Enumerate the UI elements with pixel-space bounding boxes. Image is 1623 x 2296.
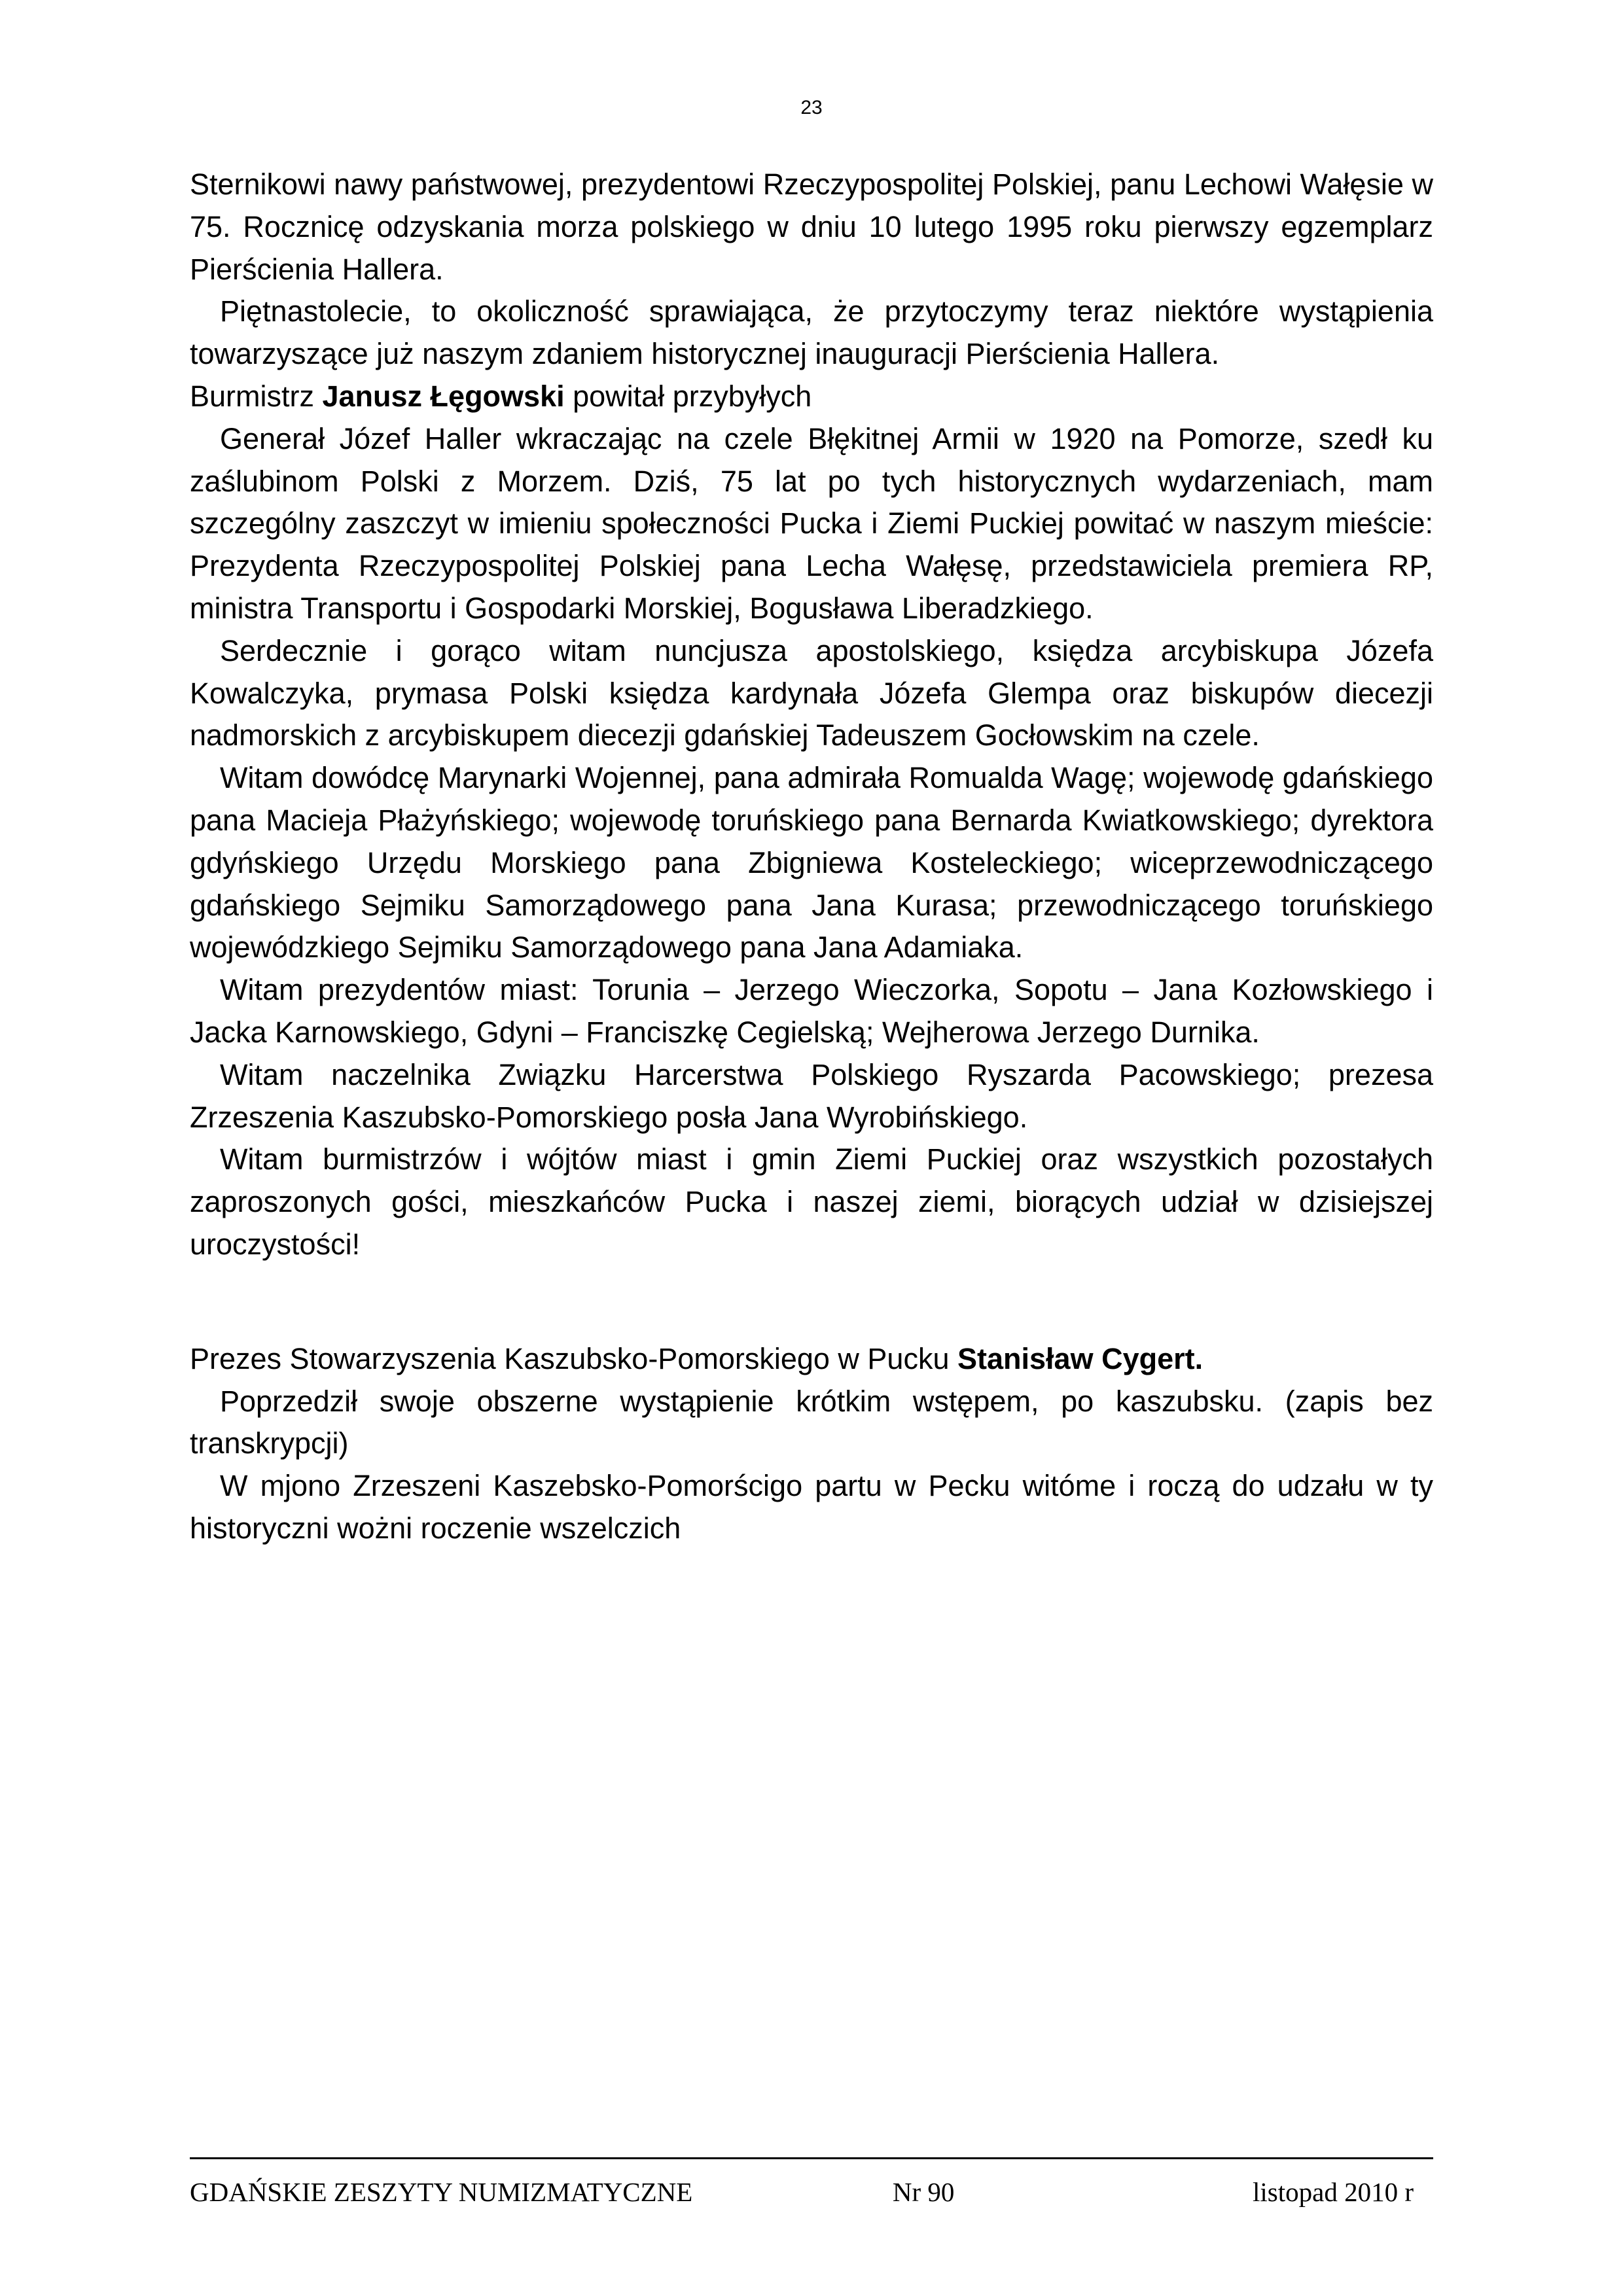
paragraph-anniversary: Piętnastolecie, to okoliczność sprawiająca, że przytoczymy teraz niektóre wystąpienia towarzyszące już naszym zdaniem historycznej inauguracji Pierścienia Hallera.: [190, 294, 1433, 371]
section-spacer: [190, 1266, 1433, 1338]
chairman-line: [190, 1338, 1433, 1381]
chairman-line-prefix: Prezes Stowarzyszenia Kaszubsko-Pomorskiego w Pucku: [190, 1341, 957, 1375]
paragraph-kashubian-text: W mjono Zrzeszeni Kaszebsko-Pomorścigo partu w Pecku witóme i roczą do udzału w ty historyczni wożni roczenie wszelczich: [190, 1469, 1433, 1545]
mayor-line-prefix: Burmistrz: [190, 379, 323, 413]
footer-date: listopad 2010 r: [1253, 2177, 1414, 2207]
paragraph-intro: Sternikowi nawy państwowej, prezydentowi Rzeczypospolitej Polskiej, panu Lechowi Wałęsie w 75. Rocznicę odzyskania morza polskiego w dniu 10 lutego 1995 roku pierwszy egzemplarz Pierścienia Hallera.: [190, 168, 1433, 286]
page-footer: [190, 2157, 1433, 2208]
page-number: 23: [800, 97, 823, 118]
paragraph-mayors-of-cities: Witam prezydentów miast: Torunia – Jerzego Wieczorka, Sopotu – Jana Kozłowskiego i Jacka Karnowskiego, Gdyni – Franciszkę Cegielską; Wejherowa Jerzego Durnika.: [190, 973, 1433, 1049]
document-body: [190, 164, 1433, 1550]
paragraph-clergy: Serdecznie i gorąco witam nuncjusza apostolskiego, księdza arcybiskupa Józefa Kowalczyka, prymasa Polski księdza kardynała Józefa Glempa oraz biskupów diecezji nadmorskich z arcybiskupem diecezji gdańskiej Tadeuszem Gocłowskim na czele.: [190, 633, 1433, 752]
footer-issue-number: Nr 90: [892, 2177, 955, 2207]
footer-publication-title: GDAŃSKIE ZESZYTY NUMIZMATYCZNE: [190, 2177, 693, 2207]
paragraph-haller: Generał Józef Haller wkraczając na czele Błękitnej Armii w 1920 na Pomorze, szedł ku zaślubinom Polski z Morzem. Dziś, 75 lat po tych historycznych wydarzeniach, mam szczególny zaszczyt w imieniu społeczności Pucka i Ziemi Puckiej powitać w naszym mieście: Prezydenta Rzeczypospolitej Polskiej pana Lecha Wałęsę, przedstawiciela premiera RP, ministra Transportu i Gospodarki Morskiej, Bogusława Liberadzkiego.: [190, 421, 1433, 625]
paragraph-scouting: Witam naczelnika Związku Harcerstwa Polskiego Ryszarda Pacowskiego; prezesa Zrzeszenia Kaszubsko-Pomorskiego posła Jana Wyrobińskiego.: [190, 1057, 1433, 1134]
mayor-name: Janusz Łęgowski: [322, 379, 565, 413]
footer-row: [190, 2176, 1433, 2208]
footer-divider: [190, 2157, 1433, 2159]
mayor-line: [190, 376, 1433, 418]
mayor-line-suffix: powitał przybyłych: [564, 379, 812, 413]
chairman-name: Stanisław Cygert.: [957, 1341, 1204, 1375]
paragraph-guests: Witam burmistrzów i wójtów miast i gmin Ziemi Puckiej oraz wszystkich pozostałych zaproszonych gości, mieszkańców Pucka i naszej ziemi, biorących udział w dzisiejszej uroczystości!: [190, 1142, 1433, 1261]
paragraph-kashubian-intro: Poprzedził swoje obszerne wystąpienie krótkim wstępem, po kaszubsku. (zapis bez transkrypcji): [190, 1384, 1433, 1460]
paragraph-officials: Witam dowódcę Marynarki Wojennej, pana admirała Romualda Wagę; wojewodę gdańskiego pana Macieja Płażyńskiego; wojewodę toruńskiego pana Bernarda Kwiatkowskiego; dyrektora gdyńskiego Urzędu Morskiego pana Zbigniewa Kosteleckiego; wiceprzewodniczącego gdańskiego Sejmiku Samorządowego pana Jana Kurasa; przewodniczącego toruńskiego wojewódzkiego Sejmiku Samorządowego pana Jana Adamiaka.: [190, 761, 1433, 964]
